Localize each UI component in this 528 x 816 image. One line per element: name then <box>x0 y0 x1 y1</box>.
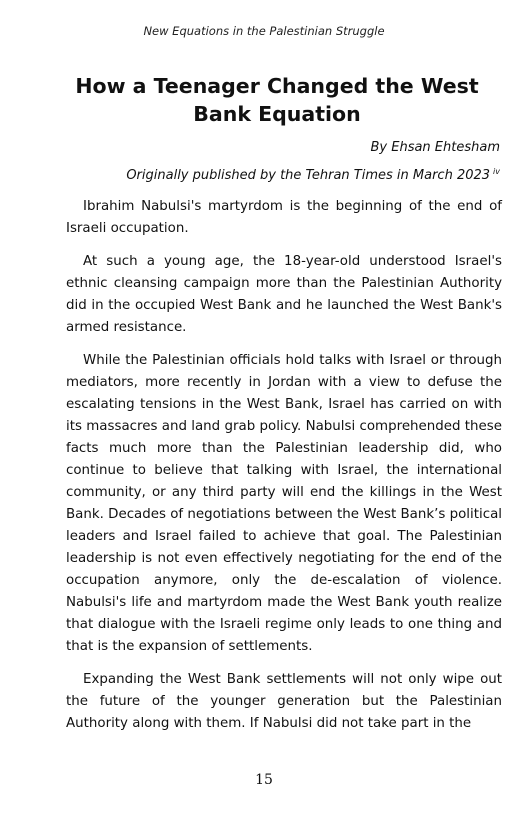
byline: By Ehsan Ehtesham <box>370 140 500 155</box>
source-note <box>126 167 500 183</box>
article-title: How a Teenager Changed the West Bank Equation <box>75 74 479 126</box>
paragraph: Expanding the West Bank settlements will not only wipe out the future of the younger generation but the Palestinian Authority along with them. If Nabulsi did not take part in the <box>66 672 502 731</box>
page-number: 15 <box>255 772 273 788</box>
paragraph: Ibrahim Nabulsi's martyrdom is the beginning of the end of Israeli occupation. <box>66 199 502 236</box>
paragraph: At such a young age, the 18-year-old understood Israel's ethnic cleansing campaign more than the Palestinian Authority did in the occupied West Bank and he launched the West Bank's armed resistance. <box>66 254 502 335</box>
running-header: New Equations in the Palestinian Struggle <box>143 24 385 38</box>
article-body <box>66 196 502 746</box>
paragraph: While the Palestinian officials hold talks with Israel or through mediators, more recently in Jordan with a view to defuse the escalating tensions in the West Bank, Israel has carried on with its massacres and land grab policy. Nabulsi comprehended these facts much more than the Palestinian leadership did, who continue to believe that talking with Israel, the international community, or any third party will end the killings in the West Bank. Decades of negotiations between the West Bank’s political leaders and Israel failed to achieve that goal. The Palestinian leadership is not even effectively negotiating for the end of the occupation anymore, only the de-escalation of violence. Nabulsi's life and martyrdom made the West Bank youth realize that dialogue with the Israeli regime only leads to one thing and that is the expansion of settlements. <box>66 353 502 654</box>
source-note-text: Originally published by the Tehran Times in March 2023 <box>126 168 491 183</box>
footnote-marker: iv <box>493 167 500 176</box>
